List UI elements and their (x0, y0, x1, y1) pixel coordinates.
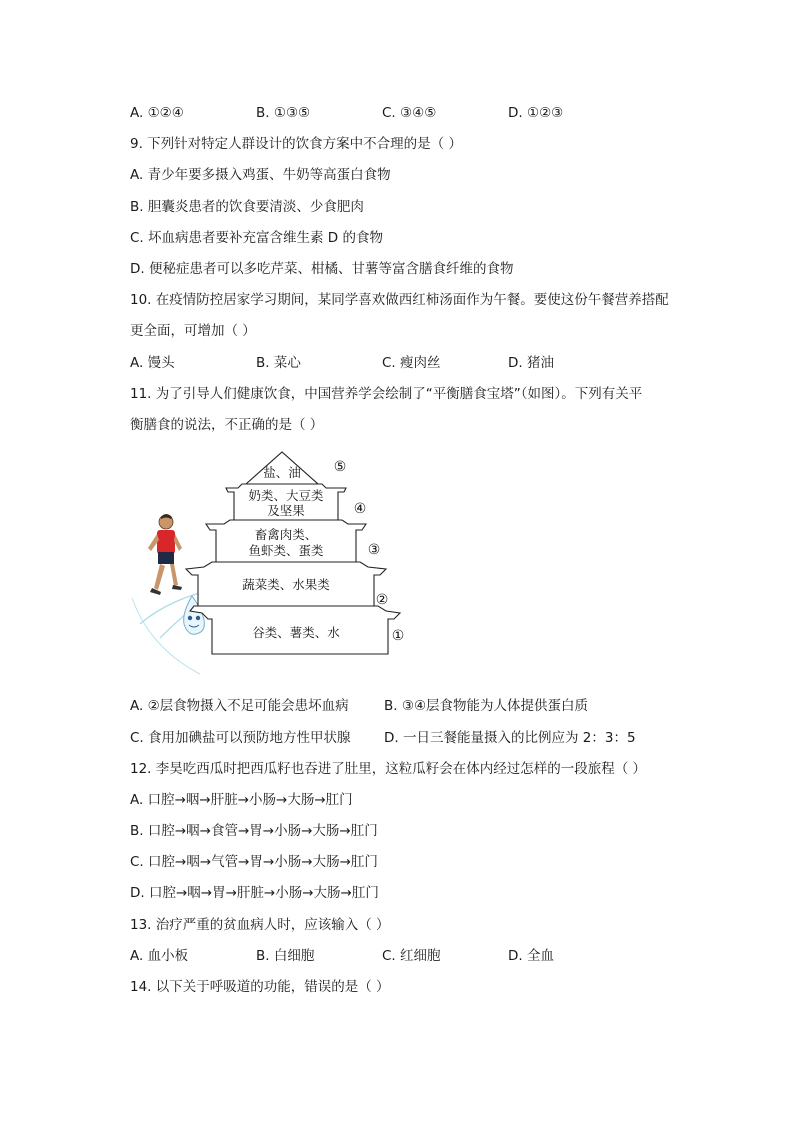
tier4-number: ④ (353, 501, 367, 517)
q9-option-b: B. 胆囊炎患者的饮食要清淡、少食肥肉 (130, 199, 364, 215)
q11-option-b: B. ③④层食物能为人体提供蛋白质 (384, 698, 589, 714)
tier3-label-line1: 畜禽肉类、 (254, 527, 318, 542)
q9-option-a: A. 青少年要多摄入鸡蛋、牛奶等高蛋白食物 (130, 167, 391, 183)
q12-option-b: B. 口腔→咽→食管→胃→小肠→大肠→肛门 (130, 823, 378, 839)
q10-option-c: C. 瘦肉丝 (382, 355, 441, 371)
q13-stem: 13. 治疗严重的贫血病人时，应该输入（ ） (130, 917, 390, 933)
q9-stem: 9. 下列针对特定人群设计的饮食方案中不合理的是（ ） (130, 136, 462, 152)
pagoda-svg (130, 448, 420, 680)
q11-option-a: A. ②层食物摄入不足可能会患坏血病 (130, 698, 349, 714)
q14-stem: 14. 以下关于呼吸道的功能，错误的是（ ） (130, 979, 390, 995)
balanced-diet-pagoda-figure (130, 448, 420, 680)
q12-stem: 12. 李昊吃西瓜时把西瓜籽也吞进了肚里，这粒瓜籽会在体内经过怎样的一段旅程（ ） (130, 761, 647, 777)
q9-option-d: D. 便秘症患者可以多吃芹菜、柑橘、甘薯等富含膳食纤维的食物 (130, 261, 514, 277)
q10-option-a: A. 馒头 (130, 355, 175, 371)
q10-stem-line2: 更全面，可增加（ ） (130, 323, 256, 339)
q11-option-c: C. 食用加碘盐可以预防地方性甲状腺 (130, 730, 351, 746)
q13-option-d: D. 全血 (508, 948, 554, 964)
tier5-number: ⑤ (333, 459, 347, 475)
q10-option-b: B. 菜心 (256, 355, 301, 371)
q8-option-c: C. ③④⑤ (382, 105, 437, 121)
q10-stem-line1: 10. 在疫情防控居家学习期间，某同学喜欢做西红柿汤面作为午餐。要使这份午餐营养搭配 (130, 292, 669, 308)
q9-option-c: C. 坏血病患者要补充富含维生素 D 的食物 (130, 230, 383, 246)
q11-stem-line2: 衡膳食的说法，不正确的是（ ） (130, 417, 324, 433)
tier3-number: ③ (367, 542, 381, 558)
tier1-number: ① (391, 628, 405, 644)
q8-option-a: A. ①②④ (130, 105, 184, 121)
q11-option-d: D. 一日三餐能量摄入的比例应为 2：3：5 (384, 730, 636, 746)
q13-option-c: C. 红细胞 (382, 948, 441, 964)
q12-option-d: D. 口腔→咽→胃→肝脏→小肠→大肠→肛门 (130, 885, 379, 901)
tier4-label-line2: 及坚果 (267, 503, 305, 518)
q12-option-a: A. 口腔→咽→肝脏→小肠→大肠→肛门 (130, 792, 353, 808)
q11-stem-line1: 11. 为了引导人们健康饮食，中国营养学会绘制了“平衡膳食宝塔”（如图）。下列有关平 (130, 386, 643, 402)
q12-option-c: C. 口腔→咽→气管→胃→小肠→大肠→肛门 (130, 854, 378, 870)
tier2-label: 蔬菜类、水果类 (242, 577, 330, 592)
q10-option-d: D. 猪油 (508, 355, 554, 371)
tier3-label-line2: 鱼虾类、蛋类 (248, 543, 324, 558)
tier5-label: 盐、油 (263, 465, 301, 480)
tier1-label: 谷类、薯类、水 (252, 625, 340, 640)
q13-option-a: A. 血小板 (130, 948, 189, 964)
q8-option-b: B. ①③⑤ (256, 105, 311, 121)
q8-option-d: D. ①②③ (508, 105, 564, 121)
tier4-label-line1: 奶类、大豆类 (248, 488, 324, 503)
tier2-number: ② (375, 592, 389, 608)
q13-option-b: B. 白细胞 (256, 948, 315, 964)
